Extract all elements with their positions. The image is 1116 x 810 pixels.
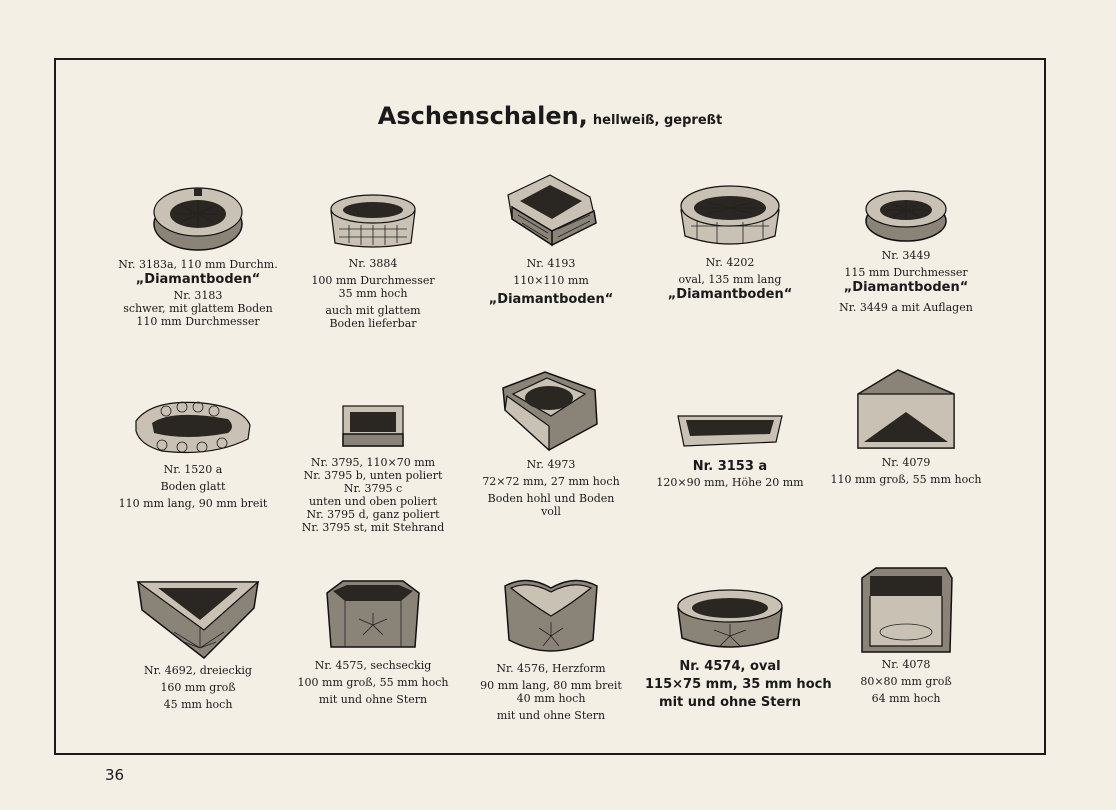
round-ashtray-diamond-icon: [150, 178, 246, 254]
item-line: Nr. 4692, dreieckig: [144, 664, 252, 677]
item-line: Nr. 1520 a: [163, 463, 223, 476]
item-line: Boden glatt: [160, 480, 226, 493]
item-line: Boden hohl und Boden: [487, 492, 615, 505]
hexagonal-ashtray-icon: [323, 575, 423, 655]
item-line: 100 mm groß, 55 mm hoch: [297, 676, 449, 689]
item-line: 115×75 mm, 35 mm hoch: [645, 677, 832, 692]
catalog-item-4692: [113, 568, 283, 711]
item-line: „Diamantboden“: [488, 292, 614, 307]
oval-star-ashtray-icon: [674, 584, 786, 654]
catalog-item-3153a: [645, 406, 815, 489]
cube-ashtray-icon: [856, 566, 956, 654]
catalog-item-3884: [288, 185, 458, 330]
item-line: 110 mm Durchmesser: [136, 315, 260, 328]
item-line: 64 mm hoch: [871, 692, 941, 705]
item-line: 80×80 mm groß: [860, 675, 952, 688]
triangle-ashtray-icon: [134, 568, 262, 660]
triangular-box-ashtray-icon: [854, 366, 958, 452]
item-line: schwer, mit glattem Boden: [123, 302, 273, 315]
item-line: unten und oben poliert: [308, 495, 438, 508]
title-main: Aschenschalen,: [377, 102, 588, 130]
square-ashtray-diamond-icon: [498, 167, 604, 253]
item-line: auch mit glattem: [325, 304, 421, 317]
item-line: Nr. 4575, sechseckig: [314, 659, 432, 672]
item-line: mit und ohne Stern: [496, 709, 606, 722]
title-sub: hellweiß, gepreßt: [592, 113, 723, 128]
item-line: Nr. 4193: [526, 257, 576, 270]
item-line: Nr. 4574, oval: [679, 659, 781, 674]
item-line: Nr. 4576, Herzform: [496, 662, 606, 675]
catalog-item-4078: [821, 566, 991, 705]
catalog-item-4079: [821, 366, 991, 486]
item-line: 45 mm hoch: [163, 698, 233, 711]
item-line: Nr. 4078: [881, 658, 931, 671]
item-line: voll: [541, 505, 561, 518]
item-line: Boden lieferbar: [329, 317, 417, 330]
oval-ashtray-diamond-icon: [677, 180, 783, 252]
oval-ashtray-icon: [325, 185, 421, 253]
square-ashtray-icon: [499, 368, 603, 454]
item-line: Nr. 3449: [881, 249, 931, 262]
catalog-item-4575: [288, 575, 458, 706]
item-line: Nr. 3795 st, mit Stehrand: [301, 521, 445, 534]
item-line: 115 mm Durchmesser: [844, 266, 968, 279]
page-title: [56, 102, 1044, 130]
item-line: Nr. 3183a, 110 mm Durchm.: [118, 258, 278, 271]
item-line: 90 mm lang, 80 mm breit: [480, 679, 622, 692]
catalog-item-4576: [466, 572, 636, 722]
item-line: Nr. 4079: [881, 456, 931, 469]
item-line: Nr. 3449 a mit Auflagen: [839, 301, 973, 314]
item-line: mit und ohne Stern: [659, 695, 801, 710]
item-line: Nr. 3183: [173, 289, 223, 302]
item-line: Nr. 3795 c: [343, 482, 403, 495]
item-line: 110 mm groß, 55 mm hoch: [830, 473, 982, 486]
item-line: 100 mm Durchmesser: [311, 274, 435, 287]
item-line: „Diamantboden“: [667, 287, 793, 302]
catalog-item-4202: [645, 180, 815, 304]
boat-ashtray-icon: [132, 395, 254, 459]
item-line: 120×90 mm, Höhe 20 mm: [656, 476, 804, 489]
heart-ashtray-icon: [501, 572, 601, 658]
item-line: 35 mm hoch: [338, 287, 408, 300]
catalog-item-1520a: [108, 395, 278, 510]
item-line: Nr. 3795 b, unten poliert: [303, 469, 443, 482]
item-line: 160 mm groß: [160, 681, 236, 694]
page-number: 36: [105, 766, 125, 784]
catalog-item-4193: [466, 167, 636, 309]
item-line: mit und ohne Stern: [318, 693, 428, 706]
item-line: Nr. 3795 d, ganz poliert: [306, 508, 440, 521]
item-line: 110 mm lang, 90 mm breit: [118, 497, 268, 510]
item-line: Nr. 3795, 110×70 mm: [310, 456, 436, 469]
item-line: Nr. 3153 a: [692, 459, 768, 474]
catalog-item-4574: [645, 584, 832, 712]
catalog-item-4973: [466, 368, 636, 518]
item-line: oval, 135 mm lang: [678, 273, 782, 286]
item-line: 110×110 mm: [513, 274, 589, 287]
tray-ashtray-icon: [676, 406, 784, 454]
item-line: 40 mm hoch: [516, 692, 586, 705]
item-line: Nr. 4973: [526, 458, 576, 471]
item-line: „Diamantboden“: [843, 280, 969, 295]
item-line: Nr. 3884: [348, 257, 398, 270]
catalog-item-3449: [821, 183, 991, 314]
item-line: 72×72 mm, 27 mm hoch: [482, 475, 620, 488]
item-line: Nr. 4202: [705, 256, 755, 269]
catalog-item-3795: [288, 400, 458, 534]
item-line: „Diamantboden“: [135, 272, 261, 287]
rectangular-ashtray-icon: [340, 400, 406, 452]
catalog-item-3183: [113, 178, 283, 328]
small-round-ashtray-icon: [864, 183, 948, 245]
